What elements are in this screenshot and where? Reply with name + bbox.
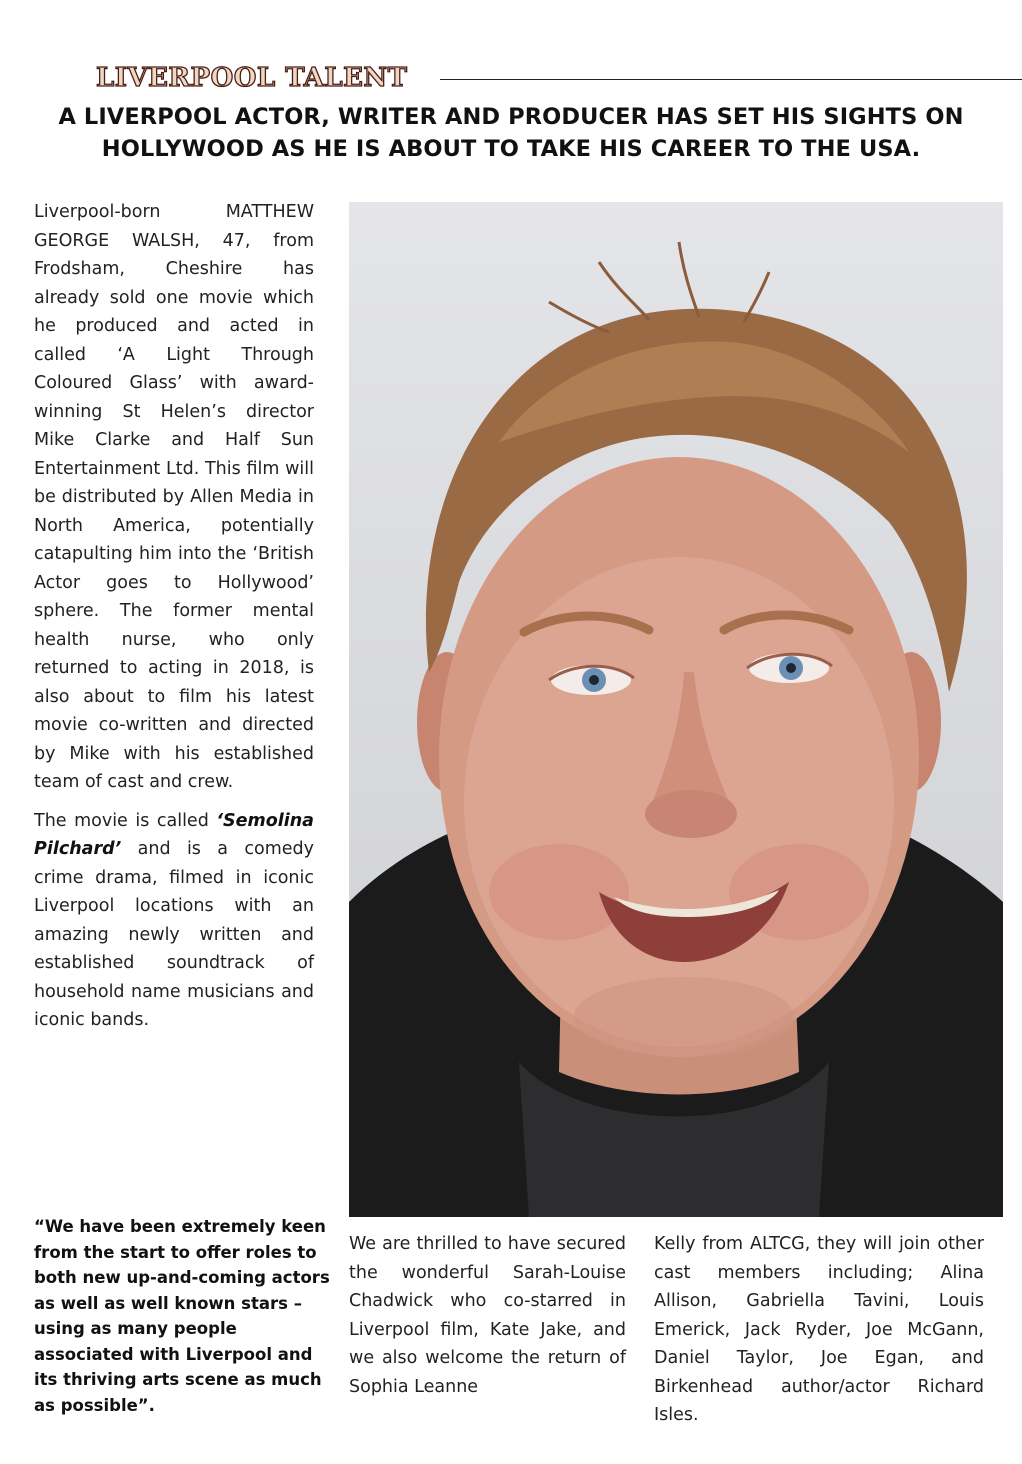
portrait-illustration — [349, 202, 1003, 1217]
paragraph-2-rest: and is a comedy crime drama, filmed in iconic Liverpool locations with an amazing newly written and established soundtrack of household name musicians and iconic bands. — [34, 839, 314, 1030]
section-label: LIVERPOOL TALENT — [96, 63, 408, 93]
pull-quote: “We have been extremely keen from the start to offer roles to both new up-and-coming actors as well as well known stars – using as many people associated with Liverpool and its thriving arts scene as much as possible”. — [34, 1217, 330, 1415]
section-divider — [440, 79, 1022, 80]
portrait-photo — [349, 202, 1003, 1217]
article-left-column — [34, 198, 314, 1035]
article-paragraph-1: Liverpool-born MATTHEW GEORGE WALSH, 47, from Frodsham, Cheshire has already sold one movie which he produced and acted in called ‘A Light Through Coloured Glass’ with award-winning St Helen’s director Mike Clarke and Half Sun Entertainment Ltd. This film will be distributed by Allen Media in North America, potentially catapulting him into the ‘British Actor goes to Hollywood’ sphere. The former mental health nurse, who only returned to acting in 2018, is also about to film his latest movie co-written and directed by Mike with his established team of cast and crew. — [34, 202, 314, 792]
headline: A LIVERPOOL ACTOR, WRITER AND PRODUCER HAS SET HIS SIGHTS ON HOLLYWOOD AS HE IS ABOUT TO TAKE HIS CAREER TO THE USA. — [58, 104, 964, 162]
film-title: ‘Semolina Pilchard’ — [34, 810, 314, 859]
article-bottom-column-2: Kelly from ALTCG, they will join other cast members including; Alina Allison, Gabriella Tavini, Louis Emerick, Jack Ryder, Joe McGann, Daniel Taylor, Joe Egan, and Birkenhead author/actor Richard Isles. — [654, 1234, 984, 1425]
paragraph-2-intro: The movie is called — [34, 810, 217, 831]
section-header — [96, 62, 1022, 96]
article-bottom-column-1: We are thrilled to have secured the wonderful Sarah-Louise Chadwick who co-starred in Liverpool film, Kate Jake, and we also welcome the return of Sophia Leanne — [349, 1234, 626, 1397]
article-paragraph-2 — [34, 807, 314, 1035]
